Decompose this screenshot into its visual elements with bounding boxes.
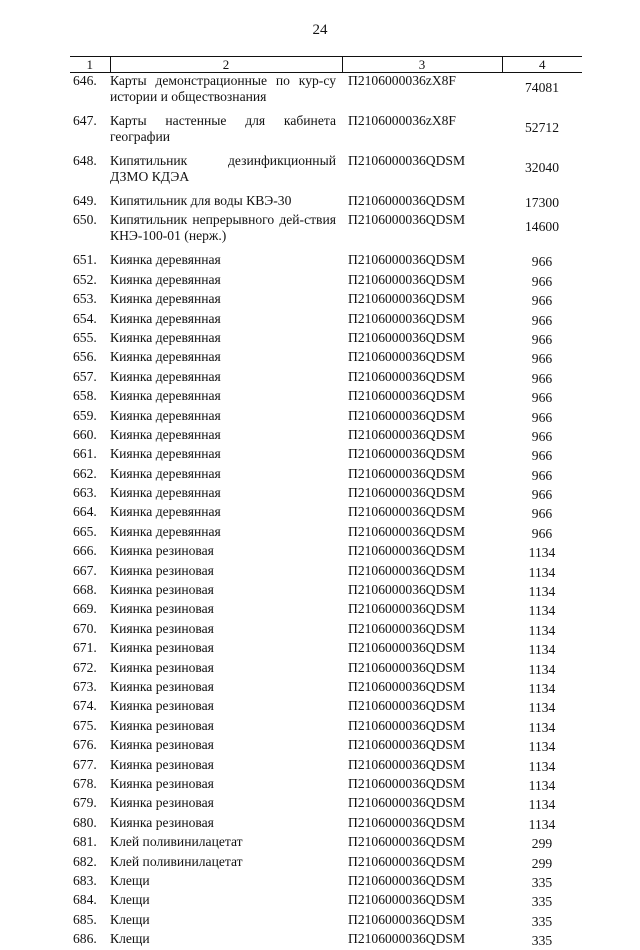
table-row bbox=[70, 291, 582, 310]
item-quantity: 32040 bbox=[502, 153, 582, 193]
table-row bbox=[70, 912, 582, 931]
item-name: Киянка деревянная bbox=[110, 291, 342, 310]
row-number: 646. bbox=[70, 73, 110, 114]
item-quantity: 1134 bbox=[502, 621, 582, 640]
row-number: 662. bbox=[70, 466, 110, 485]
item-code: П2106000036QDSM bbox=[342, 834, 502, 853]
item-name: Киянка деревянная bbox=[110, 427, 342, 446]
item-code: П2106000036QDSM bbox=[342, 582, 502, 601]
row-number: 682. bbox=[70, 854, 110, 873]
item-code: П2106000036QDSM bbox=[342, 737, 502, 756]
row-number: 649. bbox=[70, 193, 110, 212]
table-row bbox=[70, 388, 582, 407]
item-quantity: 1134 bbox=[502, 718, 582, 737]
item-name: Киянка резиновая bbox=[110, 718, 342, 737]
table-row bbox=[70, 834, 582, 853]
table-row bbox=[70, 543, 582, 562]
item-code: П2106000036QDSM bbox=[342, 252, 502, 271]
item-name: Киянка резиновая bbox=[110, 563, 342, 582]
row-number: 676. bbox=[70, 737, 110, 756]
row-number: 667. bbox=[70, 563, 110, 582]
table-row bbox=[70, 349, 582, 368]
row-number: 647. bbox=[70, 113, 110, 153]
item-code: П2106000036QDSM bbox=[342, 698, 502, 717]
row-number: 663. bbox=[70, 485, 110, 504]
item-name: Киянка резиновая bbox=[110, 621, 342, 640]
row-number: 675. bbox=[70, 718, 110, 737]
table-row bbox=[70, 757, 582, 776]
item-code: П2106000036QDSM bbox=[342, 640, 502, 659]
item-quantity: 966 bbox=[502, 349, 582, 368]
item-quantity: 74081 bbox=[502, 73, 582, 114]
item-code: П2106000036QDSM bbox=[342, 272, 502, 291]
item-quantity: 1134 bbox=[502, 679, 582, 698]
item-quantity: 335 bbox=[502, 912, 582, 931]
item-code: П2106000036QDSM bbox=[342, 601, 502, 620]
item-code: П2106000036QDSM bbox=[342, 466, 502, 485]
row-number: 672. bbox=[70, 660, 110, 679]
row-number: 671. bbox=[70, 640, 110, 659]
item-name: Киянка резиновая bbox=[110, 737, 342, 756]
item-quantity: 966 bbox=[502, 408, 582, 427]
table-row bbox=[70, 795, 582, 814]
item-code: П2106000036QDSM bbox=[342, 718, 502, 737]
item-code: П2106000036QDSM bbox=[342, 679, 502, 698]
table-row bbox=[70, 931, 582, 950]
item-name: Киянка деревянная bbox=[110, 369, 342, 388]
table-row bbox=[70, 776, 582, 795]
item-quantity: 1134 bbox=[502, 737, 582, 756]
item-quantity: 966 bbox=[502, 291, 582, 310]
item-code: П2106000036QDSM bbox=[342, 408, 502, 427]
item-code: П2106000036QDSM bbox=[342, 815, 502, 834]
table-header bbox=[70, 57, 582, 73]
item-quantity: 966 bbox=[502, 272, 582, 291]
item-quantity: 14600 bbox=[502, 212, 582, 252]
item-quantity: 966 bbox=[502, 446, 582, 465]
table-row bbox=[70, 737, 582, 756]
item-quantity: 299 bbox=[502, 834, 582, 853]
table-row bbox=[70, 153, 582, 193]
row-number: 650. bbox=[70, 212, 110, 252]
table-row bbox=[70, 873, 582, 892]
item-name: Киянка резиновая bbox=[110, 582, 342, 601]
row-number: 683. bbox=[70, 873, 110, 892]
item-quantity: 966 bbox=[502, 252, 582, 271]
item-name: Киянка резиновая bbox=[110, 757, 342, 776]
item-code: П2106000036QDSM bbox=[342, 291, 502, 310]
item-name: Киянка деревянная bbox=[110, 485, 342, 504]
item-name: Киянка резиновая bbox=[110, 640, 342, 659]
row-number: 666. bbox=[70, 543, 110, 562]
item-code: П2106000036QDSM bbox=[342, 388, 502, 407]
item-name: Киянка деревянная bbox=[110, 330, 342, 349]
table-row bbox=[70, 330, 582, 349]
table-row bbox=[70, 679, 582, 698]
item-quantity: 1134 bbox=[502, 543, 582, 562]
page-number: 24 bbox=[0, 22, 640, 39]
item-name: Киянка резиновая bbox=[110, 660, 342, 679]
item-quantity: 1134 bbox=[502, 563, 582, 582]
item-name: Клей поливинилацетат bbox=[110, 854, 342, 873]
item-code: П2106000036QDSM bbox=[342, 330, 502, 349]
item-name: Киянка деревянная bbox=[110, 388, 342, 407]
table-row bbox=[70, 504, 582, 523]
item-name: Киянка деревянная bbox=[110, 446, 342, 465]
item-quantity: 966 bbox=[502, 330, 582, 349]
item-name: Киянка резиновая bbox=[110, 795, 342, 814]
table-row bbox=[70, 212, 582, 252]
item-name: Кипятильник непрерывного дей-ствия КНЭ-100-01 (нерж.) bbox=[110, 212, 342, 252]
item-name: Киянка резиновая bbox=[110, 776, 342, 795]
row-number: 668. bbox=[70, 582, 110, 601]
item-name: Киянка резиновая bbox=[110, 679, 342, 698]
row-number: 680. bbox=[70, 815, 110, 834]
item-code: П2106000036QDSM bbox=[342, 621, 502, 640]
table-body bbox=[70, 73, 582, 950]
item-name: Карты демонстрационные по кур-су истории и обществознания bbox=[110, 73, 342, 114]
item-quantity: 966 bbox=[502, 466, 582, 485]
header-col-2: 2 bbox=[110, 57, 342, 73]
item-code: П2106000036QDSM bbox=[342, 193, 502, 212]
row-number: 670. bbox=[70, 621, 110, 640]
table-row bbox=[70, 272, 582, 291]
row-number: 686. bbox=[70, 931, 110, 950]
item-name: Карты настенные для кабинета географии bbox=[110, 113, 342, 153]
table-row bbox=[70, 193, 582, 212]
item-quantity: 1134 bbox=[502, 640, 582, 659]
table-row bbox=[70, 563, 582, 582]
item-name: Киянка деревянная bbox=[110, 466, 342, 485]
item-name: Киянка деревянная bbox=[110, 311, 342, 330]
item-quantity: 335 bbox=[502, 873, 582, 892]
row-number: 681. bbox=[70, 834, 110, 853]
row-number: 648. bbox=[70, 153, 110, 193]
item-code: П2106000036QDSM bbox=[342, 485, 502, 504]
row-number: 651. bbox=[70, 252, 110, 271]
item-name: Киянка резиновая bbox=[110, 698, 342, 717]
item-name: Клещи bbox=[110, 873, 342, 892]
item-name: Киянка резиновая bbox=[110, 543, 342, 562]
table-row bbox=[70, 582, 582, 601]
item-name: Киянка резиновая bbox=[110, 601, 342, 620]
item-code: П2106000036QDSM bbox=[342, 369, 502, 388]
item-quantity: 17300 bbox=[502, 193, 582, 212]
row-number: 665. bbox=[70, 524, 110, 543]
item-code: П2106000036QDSM bbox=[342, 427, 502, 446]
table-row bbox=[70, 601, 582, 620]
table-row bbox=[70, 485, 582, 504]
table-row bbox=[70, 73, 582, 114]
table-row bbox=[70, 660, 582, 679]
item-quantity: 1134 bbox=[502, 795, 582, 814]
item-quantity: 1134 bbox=[502, 815, 582, 834]
item-name: Киянка деревянная bbox=[110, 272, 342, 291]
item-code: П2106000036QDSM bbox=[342, 446, 502, 465]
table-row bbox=[70, 621, 582, 640]
table-row bbox=[70, 113, 582, 153]
item-name: Киянка деревянная bbox=[110, 524, 342, 543]
row-number: 684. bbox=[70, 892, 110, 911]
table-row bbox=[70, 698, 582, 717]
item-quantity: 1134 bbox=[502, 601, 582, 620]
item-code: П2106000036QDSM bbox=[342, 660, 502, 679]
row-number: 652. bbox=[70, 272, 110, 291]
row-number: 679. bbox=[70, 795, 110, 814]
item-name: Киянка деревянная bbox=[110, 408, 342, 427]
item-quantity: 966 bbox=[502, 369, 582, 388]
item-code: П2106000036QDSM bbox=[342, 892, 502, 911]
table-row bbox=[70, 311, 582, 330]
item-code: П2106000036QDSM bbox=[342, 912, 502, 931]
item-code: П2106000036zX8F bbox=[342, 113, 502, 153]
item-quantity: 966 bbox=[502, 504, 582, 523]
item-code: П2106000036QDSM bbox=[342, 795, 502, 814]
row-number: 673. bbox=[70, 679, 110, 698]
item-quantity: 966 bbox=[502, 311, 582, 330]
table-row bbox=[70, 892, 582, 911]
item-quantity: 1134 bbox=[502, 776, 582, 795]
item-name: Клещи bbox=[110, 931, 342, 950]
table-row bbox=[70, 408, 582, 427]
item-name: Киянка резиновая bbox=[110, 815, 342, 834]
item-quantity: 299 bbox=[502, 854, 582, 873]
table-row bbox=[70, 815, 582, 834]
table-row bbox=[70, 446, 582, 465]
row-number: 674. bbox=[70, 698, 110, 717]
items-table bbox=[70, 56, 582, 950]
item-quantity: 52712 bbox=[502, 113, 582, 153]
item-quantity: 1134 bbox=[502, 698, 582, 717]
row-number: 664. bbox=[70, 504, 110, 523]
item-name: Клещи bbox=[110, 892, 342, 911]
item-quantity: 966 bbox=[502, 524, 582, 543]
item-code: П2106000036QDSM bbox=[342, 543, 502, 562]
row-number: 660. bbox=[70, 427, 110, 446]
item-code: П2106000036QDSM bbox=[342, 757, 502, 776]
item-code: П2106000036QDSM bbox=[342, 349, 502, 368]
item-code: П2106000036QDSM bbox=[342, 212, 502, 252]
item-name: Киянка деревянная bbox=[110, 349, 342, 368]
row-number: 678. bbox=[70, 776, 110, 795]
header-col-3: 3 bbox=[342, 57, 502, 73]
item-quantity: 966 bbox=[502, 388, 582, 407]
header-col-1: 1 bbox=[70, 57, 110, 73]
row-number: 659. bbox=[70, 408, 110, 427]
row-number: 654. bbox=[70, 311, 110, 330]
item-quantity: 1134 bbox=[502, 757, 582, 776]
row-number: 653. bbox=[70, 291, 110, 310]
row-number: 657. bbox=[70, 369, 110, 388]
row-number: 669. bbox=[70, 601, 110, 620]
row-number: 661. bbox=[70, 446, 110, 465]
item-code: П2106000036zX8F bbox=[342, 73, 502, 114]
item-code: П2106000036QDSM bbox=[342, 931, 502, 950]
header-col-4: 4 bbox=[502, 57, 582, 73]
item-name: Кипятильник дезинфикционный ДЗМО КДЭА bbox=[110, 153, 342, 193]
table-row bbox=[70, 369, 582, 388]
item-code: П2106000036QDSM bbox=[342, 873, 502, 892]
row-number: 685. bbox=[70, 912, 110, 931]
table-row bbox=[70, 640, 582, 659]
item-name: Киянка деревянная bbox=[110, 252, 342, 271]
item-quantity: 335 bbox=[502, 931, 582, 950]
row-number: 655. bbox=[70, 330, 110, 349]
row-number: 677. bbox=[70, 757, 110, 776]
item-code: П2106000036QDSM bbox=[342, 776, 502, 795]
item-quantity: 1134 bbox=[502, 660, 582, 679]
item-name: Кипятильник для воды КВЭ-30 bbox=[110, 193, 342, 212]
item-quantity: 966 bbox=[502, 485, 582, 504]
table-row bbox=[70, 252, 582, 271]
row-number: 658. bbox=[70, 388, 110, 407]
item-code: П2106000036QDSM bbox=[342, 524, 502, 543]
item-code: П2106000036QDSM bbox=[342, 563, 502, 582]
item-name: Клей поливинилацетат bbox=[110, 834, 342, 853]
table-row bbox=[70, 854, 582, 873]
table-row bbox=[70, 427, 582, 446]
item-code: П2106000036QDSM bbox=[342, 854, 502, 873]
header-row bbox=[70, 57, 582, 73]
item-quantity: 966 bbox=[502, 427, 582, 446]
item-quantity: 335 bbox=[502, 892, 582, 911]
table-row bbox=[70, 718, 582, 737]
table-row bbox=[70, 524, 582, 543]
item-code: П2106000036QDSM bbox=[342, 153, 502, 193]
item-name: Клещи bbox=[110, 912, 342, 931]
item-quantity: 1134 bbox=[502, 582, 582, 601]
item-code: П2106000036QDSM bbox=[342, 311, 502, 330]
item-code: П2106000036QDSM bbox=[342, 504, 502, 523]
item-name: Киянка деревянная bbox=[110, 504, 342, 523]
table-row bbox=[70, 466, 582, 485]
row-number: 656. bbox=[70, 349, 110, 368]
